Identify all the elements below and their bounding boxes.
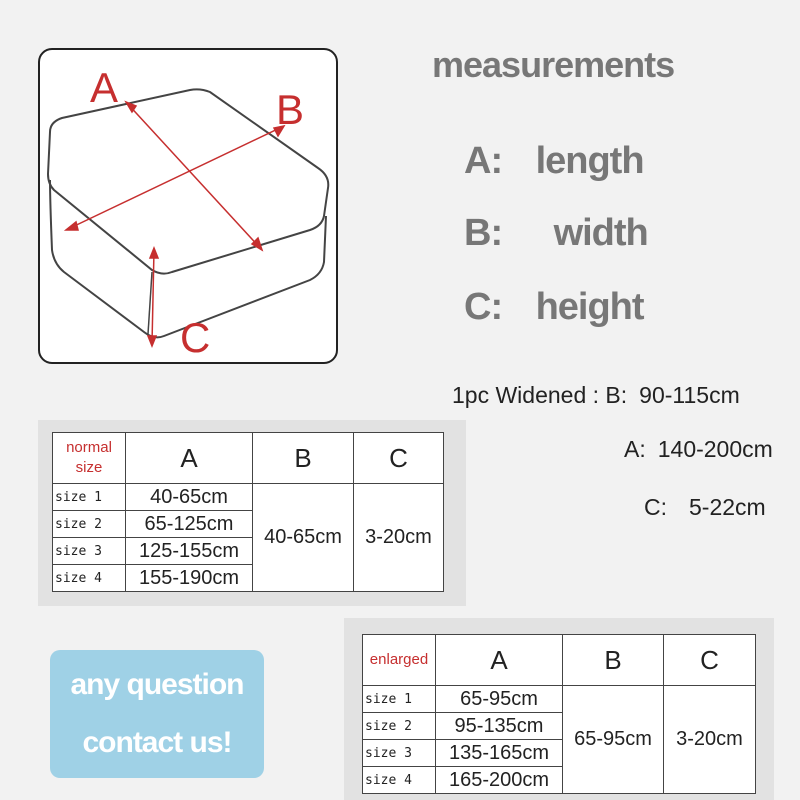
enlarged-size-panel xyxy=(344,618,774,800)
widened-prefix: C: xyxy=(644,494,667,520)
a-value: 65-125cm xyxy=(126,511,253,538)
table-row xyxy=(363,686,756,713)
column-header: C xyxy=(664,635,756,686)
cushion-diagram xyxy=(38,48,338,364)
a-value: 40-65cm xyxy=(126,484,253,511)
widened-prefix: 1pc Widened : B: xyxy=(452,382,628,408)
a-value: 155-190cm xyxy=(126,565,253,592)
widened-prefix: A: xyxy=(624,436,646,462)
a-value: 65-95cm xyxy=(436,686,563,713)
legend-key: C: xyxy=(464,286,503,328)
a-value: 125-155cm xyxy=(126,538,253,565)
diagram-label-b: B xyxy=(276,86,305,133)
legend-row-width xyxy=(464,212,648,255)
legend-row-height xyxy=(464,286,644,329)
column-header: A xyxy=(436,635,563,686)
legend-row-length xyxy=(464,140,644,183)
enlarged-size-table xyxy=(362,634,756,794)
size-label: size 1 xyxy=(363,686,436,713)
diagram-label-a: A xyxy=(90,64,119,111)
size-label: size 3 xyxy=(363,740,436,767)
c-value: 3-20cm xyxy=(354,484,444,592)
b-value: 65-95cm xyxy=(563,686,664,794)
contact-line-1: any question xyxy=(70,668,244,701)
widened-note-a xyxy=(624,436,773,463)
normal-size-table xyxy=(52,432,444,592)
size-label: size 3 xyxy=(53,538,126,565)
contact-us-button[interactable] xyxy=(50,650,264,778)
measurements-title: measurements xyxy=(432,44,675,85)
table-label: normal size xyxy=(53,433,126,484)
legend-value: width xyxy=(553,212,648,254)
a-value: 95-135cm xyxy=(436,713,563,740)
size-label: size 2 xyxy=(363,713,436,740)
column-header: B xyxy=(253,433,354,484)
a-value: 165-200cm xyxy=(436,767,563,794)
c-value: 3-20cm xyxy=(664,686,756,794)
widened-note-b xyxy=(452,382,740,409)
size-label: size 2 xyxy=(53,511,126,538)
diagram-label-c: C xyxy=(180,314,211,361)
size-label: size 4 xyxy=(53,565,126,592)
widened-value: 140-200cm xyxy=(657,436,773,462)
legend-value: length xyxy=(535,140,644,182)
widened-note-c xyxy=(644,494,766,521)
column-header: A xyxy=(126,433,253,484)
b-value: 40-65cm xyxy=(253,484,354,592)
table-label: enlarged xyxy=(363,635,436,686)
normal-size-panel xyxy=(38,420,466,606)
size-label: size 4 xyxy=(363,767,436,794)
legend-key: A: xyxy=(464,140,503,182)
column-header: C xyxy=(354,433,444,484)
a-value: 135-165cm xyxy=(436,740,563,767)
widened-value: 5-22cm xyxy=(689,494,766,520)
size-label: size 1 xyxy=(53,484,126,511)
widened-value: 90-115cm xyxy=(639,382,740,408)
table-row xyxy=(53,484,444,511)
legend-key: B: xyxy=(464,212,503,254)
contact-line-2: contact us! xyxy=(82,726,232,759)
legend-value: height xyxy=(535,286,644,328)
column-header: B xyxy=(563,635,664,686)
